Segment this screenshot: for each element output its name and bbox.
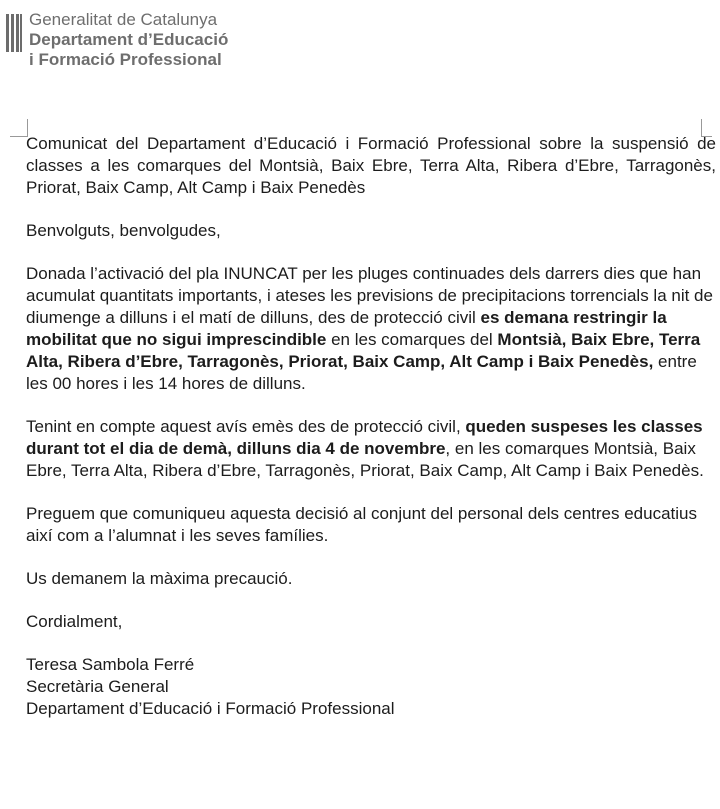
- org-line-2: Departament d’Educació: [29, 30, 229, 49]
- salutation: Benvolguts, benvolgudes,: [26, 221, 221, 240]
- organization-name: [29, 10, 228, 70]
- org-line-1: Generalitat de Catalunya: [29, 10, 218, 29]
- p1-bold-b: es demana restringir la mobilitat que no sigui imprescindible: [26, 308, 667, 349]
- signatory-department: Departament d’Educació i Formació Professional: [26, 699, 395, 718]
- p1-text-a: Donada l’activació del pla INUNCAT per les pluges continuades dels darrers dies que han acumulat quantitats importants, i ateses les previsions de precipitacions torrencials la nit de diumenge a dilluns i el matí de dilluns, des de protecció civil: [26, 264, 713, 327]
- signature-block: [26, 654, 716, 720]
- generalitat-logo-icon: [6, 14, 22, 52]
- p2-bold-b: queden suspeses les classes durant tot el dia de demà, dilluns dia 4 de novembre: [26, 417, 703, 458]
- paragraph-4: Us demanem la màxima precaució.: [26, 569, 293, 588]
- p1-text-c: en les comarques del: [326, 330, 498, 349]
- paragraph-3: Preguem que comuniqueu aquesta decisió al conjunt del personal dels centres educatius així com a l’alumnat i les seves famílies.: [26, 504, 697, 545]
- signatory-name: Teresa Sambola Ferré: [26, 655, 195, 674]
- signatory-title: Secretària General: [26, 677, 169, 696]
- letterhead: [6, 10, 228, 70]
- closing: Cordialment,: [26, 612, 123, 631]
- p1-text-e: entre les 00 hores i les 14 hores de dilluns.: [26, 352, 697, 393]
- letter-body: [26, 133, 716, 720]
- p2-text-a: Tenint en compte aquest avís emès des de protecció civil,: [26, 417, 466, 436]
- paragraph-1: [26, 263, 716, 395]
- paragraph-2: [26, 416, 716, 482]
- p1-bold-d: Montsià, Baix Ebre, Terra Alta, Ribera d’Ebre, Tarragonès, Priorat, Baix Camp, Alt Camp i Baix Penedès,: [26, 330, 701, 371]
- org-line-3: i Formació Professional: [29, 50, 222, 69]
- letter-subject: Comunicat del Departament d’Educació i Formació Professional sobre la suspensió de classes a les comarques del Montsià, Baix Ebre, Terra Alta, Ribera d’Ebre, Tarragonès, Priorat, Baix Camp, Alt Camp i Baix Penedès: [26, 134, 716, 197]
- p2-text-c: , en les comarques Montsià, Baix Ebre, Terra Alta, Ribera d’Ebre, Tarragonès, Priorat, Baix Camp, Alt Camp i Baix Penedès.: [26, 439, 704, 480]
